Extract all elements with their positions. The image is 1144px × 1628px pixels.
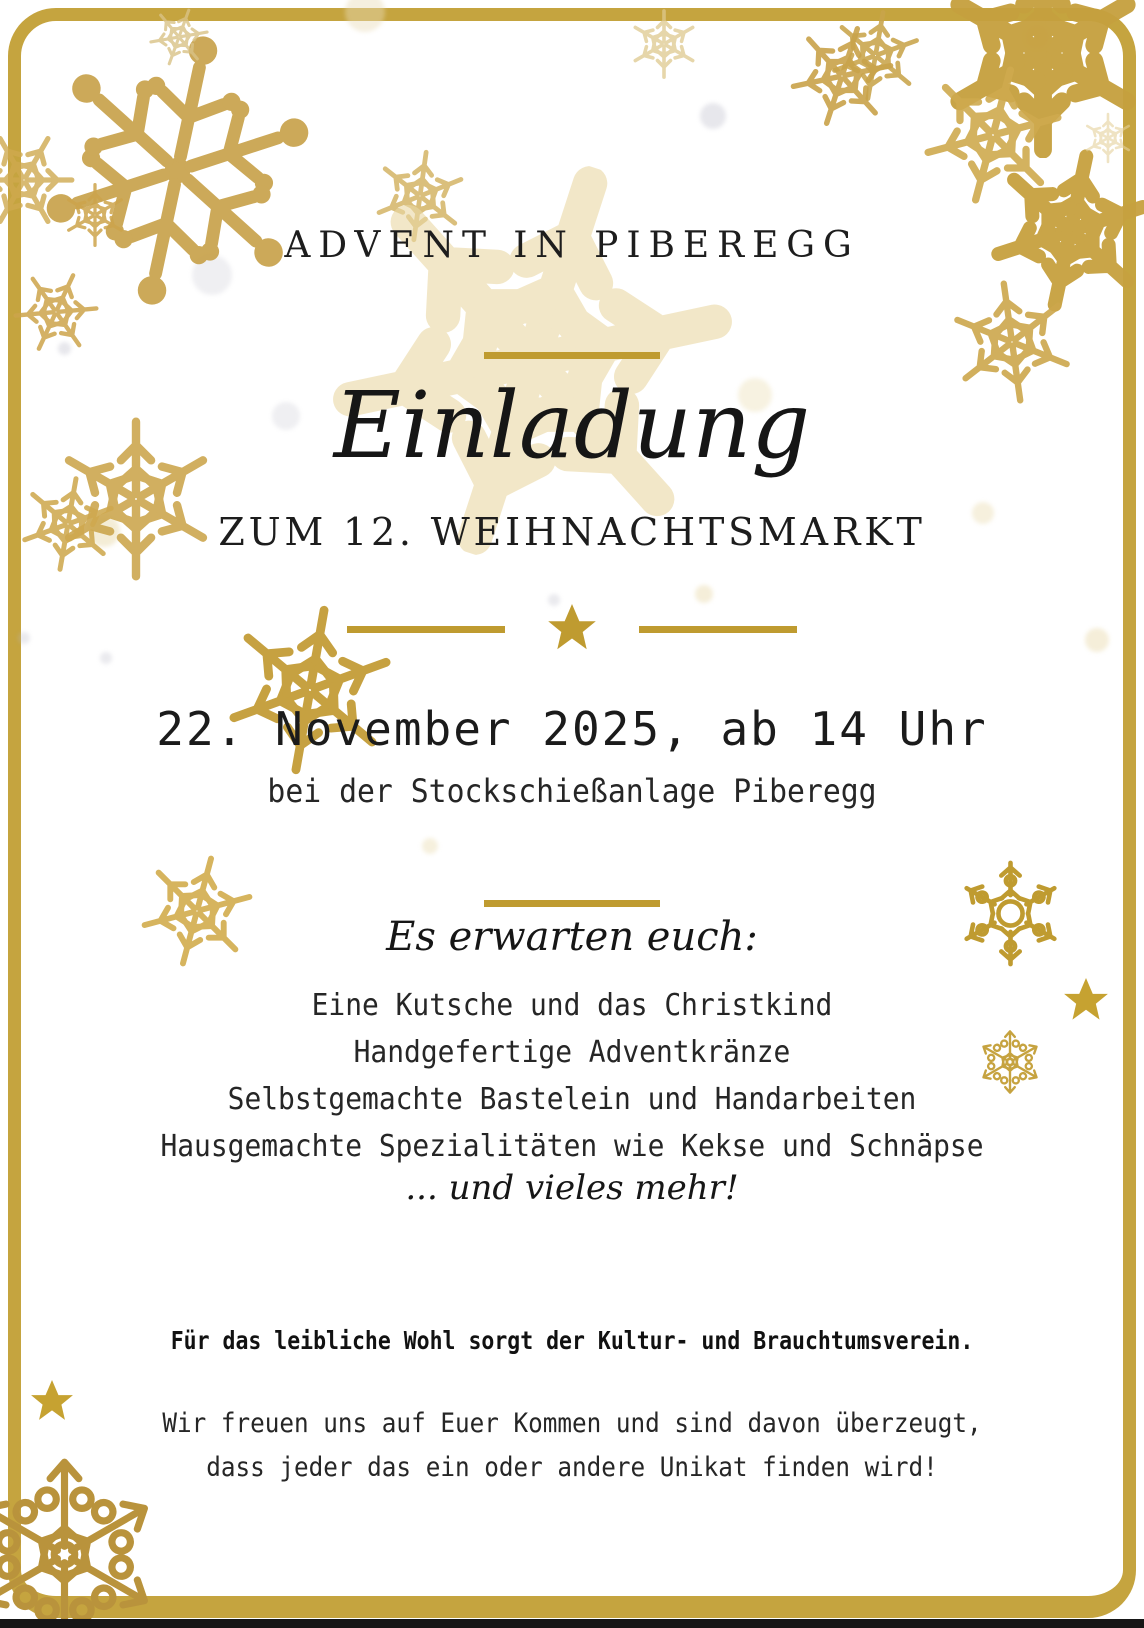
- catering-line: Für das leibliche Wohl sorgt der Kultur- und Brauchtumsverein.: [170, 1326, 974, 1355]
- expect-item: Handgefertige Adventkränze: [353, 1035, 791, 1070]
- divider-line: [639, 626, 797, 633]
- divider-line: [484, 352, 660, 359]
- more-line: ... und vieles mehr!: [405, 1168, 739, 1208]
- event-location: bei der Stockschießanlage Piberegg: [267, 772, 877, 810]
- subtitle: ZUM 12. WEIHNACHTSMARKT: [218, 510, 926, 554]
- page-title: ADVENT IN PIBEREGG: [284, 225, 860, 266]
- expect-list: [0, 982, 1144, 1170]
- script-title: Einladung: [333, 372, 811, 479]
- star-icon: [547, 604, 597, 654]
- expect-item: Selbstgemachte Bastelein und Handarbeiten: [227, 1082, 917, 1117]
- expect-heading: Es erwarten euch:: [386, 914, 758, 960]
- star-divider: [347, 604, 797, 654]
- divider-line: [484, 900, 660, 907]
- bottom-edge-bar: [0, 1619, 1144, 1628]
- divider-line: [347, 626, 505, 633]
- expect-item: Eine Kutsche und das Christkind: [311, 988, 833, 1023]
- expect-item: Hausgemachte Spezialitäten wie Kekse und Schnäpse: [160, 1129, 984, 1164]
- closing-line: dass jeder das ein oder andere Unikat finden wird!: [206, 1452, 938, 1483]
- event-date: 22. November 2025, ab 14 Uhr: [156, 702, 988, 756]
- closing-line: Wir freuen uns auf Euer Kommen und sind davon überzeugt,: [162, 1408, 982, 1439]
